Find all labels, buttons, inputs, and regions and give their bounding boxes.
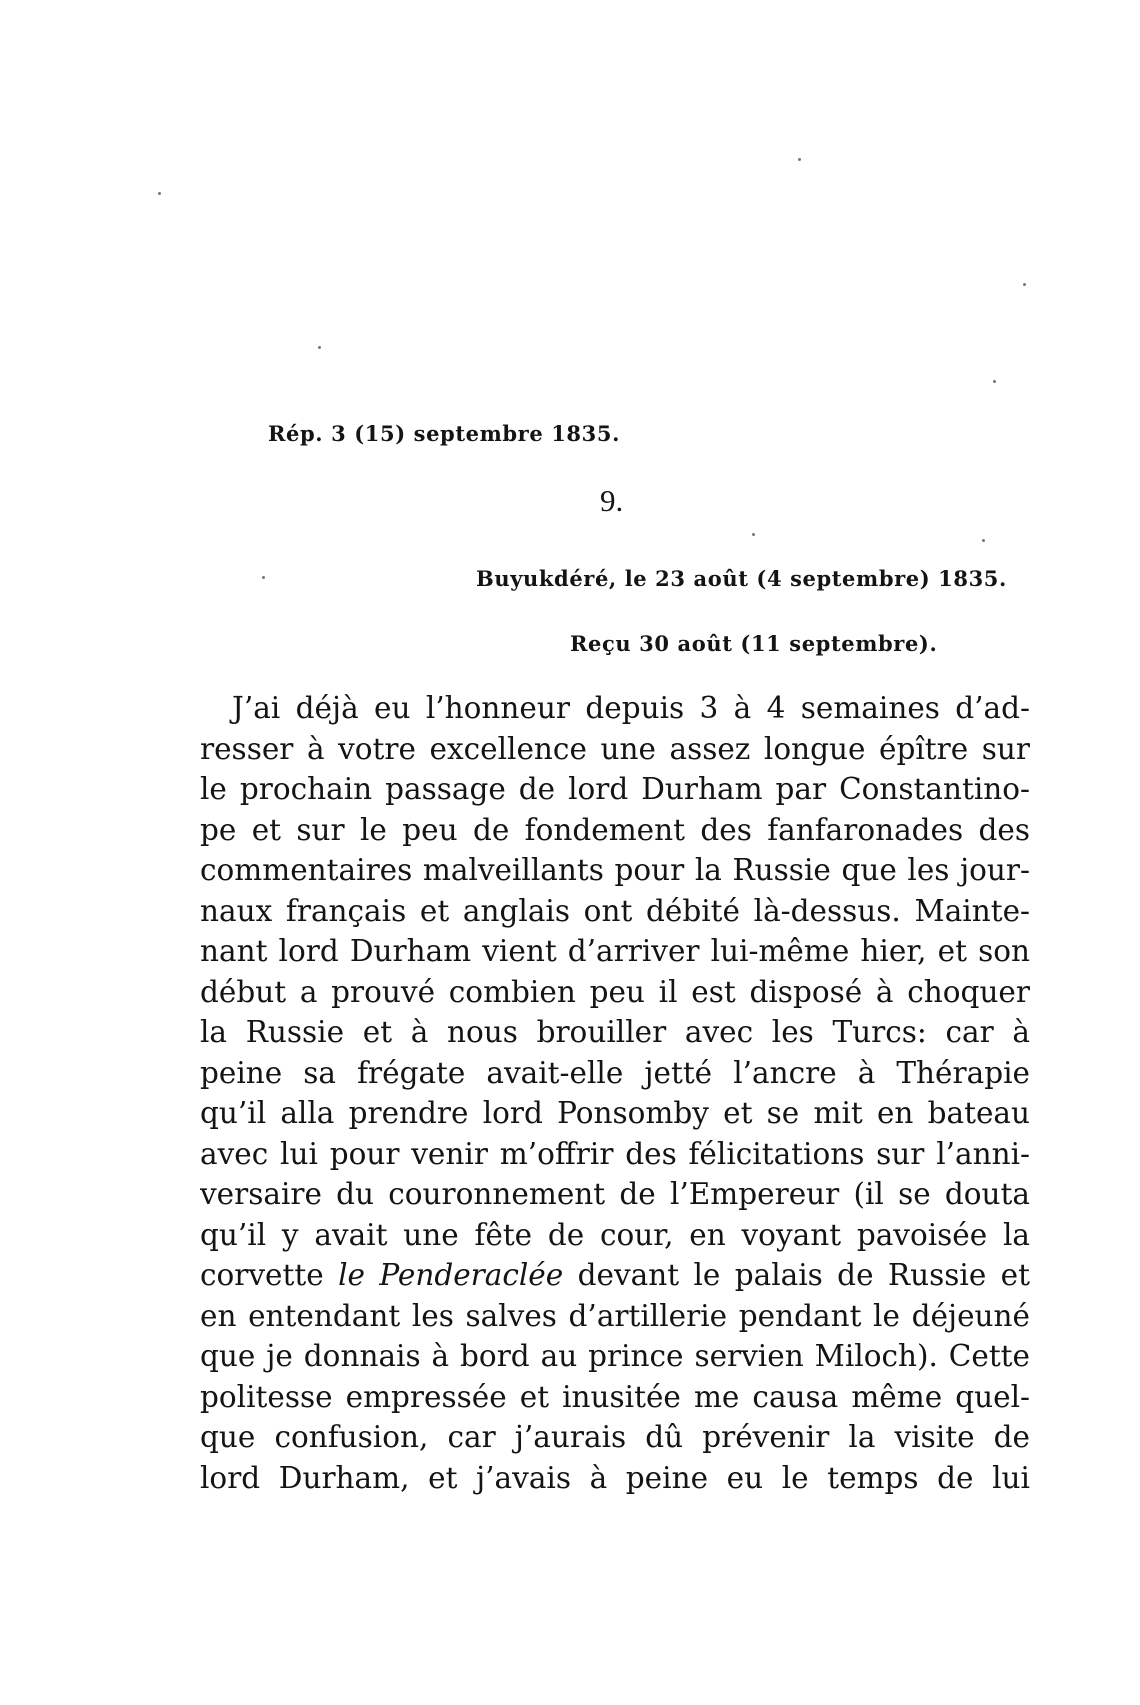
ship-name: le Penderaclée — [338, 1258, 564, 1292]
body-line: le prochain passage de lord Durham par Constantino- — [200, 772, 1030, 806]
scan-speck — [318, 346, 321, 349]
body-line: nant lord Durham vient d’arriver lui-même hier, et son — [200, 934, 1030, 968]
scan-speck — [1023, 283, 1026, 286]
scan-speck — [798, 158, 801, 161]
body-line: politesse empressée et inusitée me causa même quel- — [200, 1379, 1030, 1414]
body-line: naux français et anglais ont débité là-dessus. Mainte- — [200, 893, 1030, 928]
scan-speck — [158, 192, 161, 195]
body-line: que je donnais à bord au prince servien Miloch). Cette — [200, 1339, 1030, 1373]
scan-speck — [752, 533, 755, 536]
body-line: peine sa frégate avait-elle jetté l’ancre à Thérapie — [200, 1055, 1030, 1090]
body-line: qu’il alla prendre lord Ponsomby et se mit en bateau — [200, 1096, 1030, 1130]
body-line: en entendant les salves d’artillerie pendant le déjeuné — [200, 1298, 1030, 1333]
body-line: qu’il y avait une fête de cour, en voyant pavoisée la — [200, 1217, 1030, 1252]
scan-speck — [993, 380, 996, 383]
reply-date: Rép. 3 (15) septembre 1835. — [268, 421, 620, 446]
letter-number: 9. — [600, 483, 624, 518]
body-line: pe et sur le peu de fondement des fanfaronades des — [200, 812, 1030, 847]
body-line: avec lui pour venir m’offrir des félicitations sur l’anni- — [200, 1136, 1030, 1171]
body-line: que confusion, car j’aurais dû prévenir la visite de — [200, 1420, 1030, 1454]
scan-speck — [262, 576, 265, 579]
body-line: J’ai déjà eu l’honneur depuis 3 à 4 semaines d’ad- — [232, 691, 1030, 725]
body-line: versaire du couronnement de l’Empereur (il se douta — [200, 1177, 1030, 1211]
scan-speck — [982, 539, 985, 542]
body-line: lord Durham, et j’avais à peine eu le temps de lui — [200, 1460, 1030, 1495]
body-line-ship-after: devant le palais de Russie et — [563, 1258, 1030, 1292]
body-line: début a prouvé combien peu il est disposé à choquer — [200, 974, 1030, 1009]
body-line: commentaires malveillants pour la Russie que les jour- — [200, 853, 1030, 887]
received-date: Reçu 30 août (11 septembre). — [570, 631, 938, 656]
body-line: la Russie et à nous brouiller avec les Turcs: car à — [200, 1015, 1030, 1049]
letter-body — [200, 688, 1030, 1498]
body-line: resser à votre excellence une assez longue épître sur — [200, 731, 1030, 766]
body-line-ship — [200, 1255, 1030, 1296]
body-line-ship-before: corvette — [200, 1258, 339, 1292]
place-date: Buyukdéré, le 23 août (4 septembre) 1835. — [476, 566, 1007, 591]
